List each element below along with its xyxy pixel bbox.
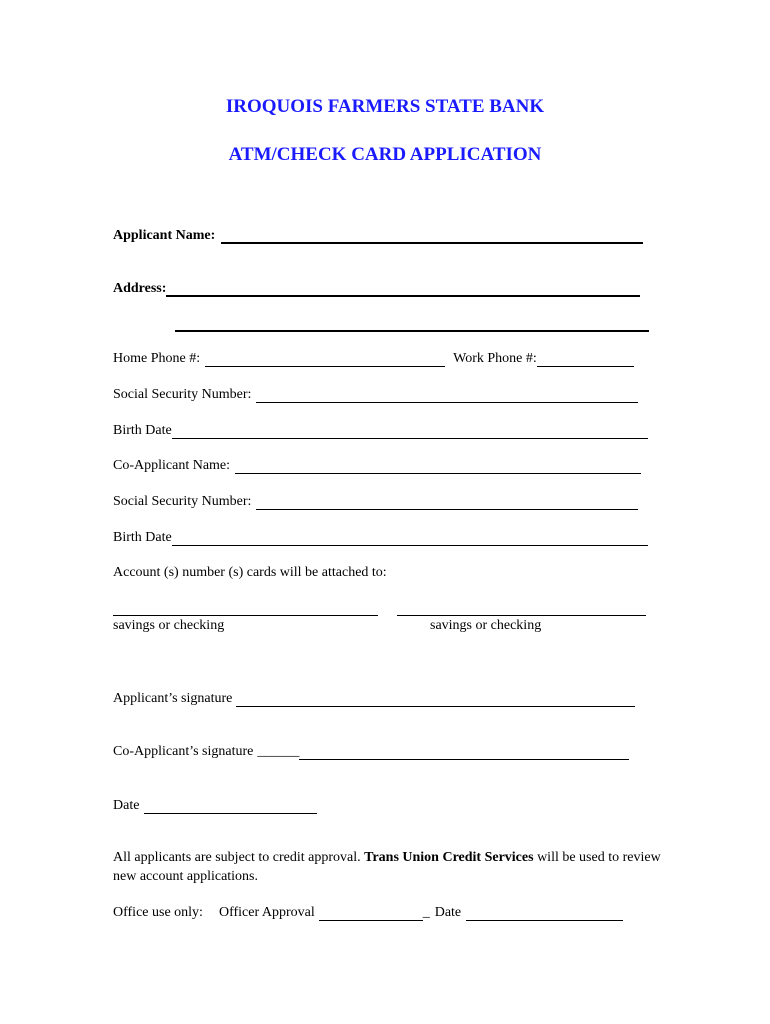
co-applicant-signature-field[interactable] <box>299 745 629 760</box>
home-phone-field[interactable] <box>205 352 445 367</box>
birth-date-field-1[interactable] <box>172 424 648 439</box>
accounts-label: Account (s) number (s) cards will be attached to: <box>113 565 387 580</box>
ssn-label-1: Social Security Number: <box>113 387 252 402</box>
bank-name: IROQUOIS FARMERS STATE BANK <box>225 96 545 117</box>
credit-notice-text-before: All applicants are subject to credit approval. <box>113 850 365 865</box>
address-line-2-field[interactable] <box>175 316 649 332</box>
account-number-field-2[interactable] <box>397 601 646 616</box>
applicant-name-row <box>113 226 643 244</box>
ssn-field-1[interactable] <box>256 388 638 403</box>
account-type-label-2: savings or checking <box>430 618 542 633</box>
office-use-label: Office use only: <box>113 905 203 920</box>
birth-date-field-2[interactable] <box>172 531 648 546</box>
ssn-row-1 <box>113 385 638 403</box>
credit-notice <box>113 848 673 886</box>
co-applicant-name-label: Co-Applicant Name: <box>113 458 231 473</box>
birth-date-label-2: Birth Date <box>113 530 172 545</box>
applicant-signature-field[interactable] <box>236 692 635 707</box>
applicant-signature-label: Applicant’s signature <box>113 691 233 706</box>
address-line-1-field[interactable] <box>166 281 640 297</box>
date-label: Date <box>113 798 140 813</box>
account-number-field-1[interactable] <box>113 601 378 616</box>
co-applicant-signature-label: Co-Applicant’s signature <box>113 744 254 759</box>
applicant-name-label: Applicant Name: <box>113 228 216 243</box>
office-use-row <box>113 903 623 921</box>
address-label: Address: <box>113 281 167 296</box>
form-title: ATM/CHECK CARD APPLICATION <box>228 144 542 165</box>
birth-date-label-1: Birth Date <box>113 423 172 438</box>
officer-approval-blank: _ <box>422 905 430 920</box>
credit-notice-text-after: will be used to review new account applications. <box>113 850 661 884</box>
co-applicant-signature-blank: ______ <box>257 744 300 759</box>
ssn-row-2 <box>113 492 638 510</box>
account-type-label-1: savings or checking <box>113 618 225 633</box>
applicant-name-field[interactable] <box>221 228 643 244</box>
applicant-signature-row <box>113 689 635 707</box>
credit-bureau-name: Trans Union Credit Services <box>364 850 534 865</box>
address-line-2-row <box>175 314 649 332</box>
birth-date-row-1 <box>113 421 648 439</box>
co-applicant-signature-row <box>113 742 629 760</box>
co-applicant-name-field[interactable] <box>235 459 641 474</box>
account-lines-row <box>113 598 646 616</box>
address-row <box>113 279 640 297</box>
home-phone-label: Home Phone #: <box>113 351 201 366</box>
ssn-label-2: Social Security Number: <box>113 494 252 509</box>
office-date-field[interactable] <box>466 906 623 921</box>
co-applicant-name-row <box>113 456 641 474</box>
date-field[interactable] <box>144 799 317 814</box>
date-row <box>113 796 317 814</box>
officer-approval-field[interactable] <box>319 906 423 921</box>
work-phone-label: Work Phone #: <box>453 351 537 366</box>
officer-approval-label: Officer Approval <box>218 905 315 920</box>
ssn-field-2[interactable] <box>256 495 638 510</box>
office-date-label: Date <box>434 905 462 920</box>
accounts-row <box>113 563 387 581</box>
phone-row <box>113 349 634 367</box>
birth-date-row-2 <box>113 528 648 546</box>
work-phone-field[interactable] <box>537 352 634 367</box>
